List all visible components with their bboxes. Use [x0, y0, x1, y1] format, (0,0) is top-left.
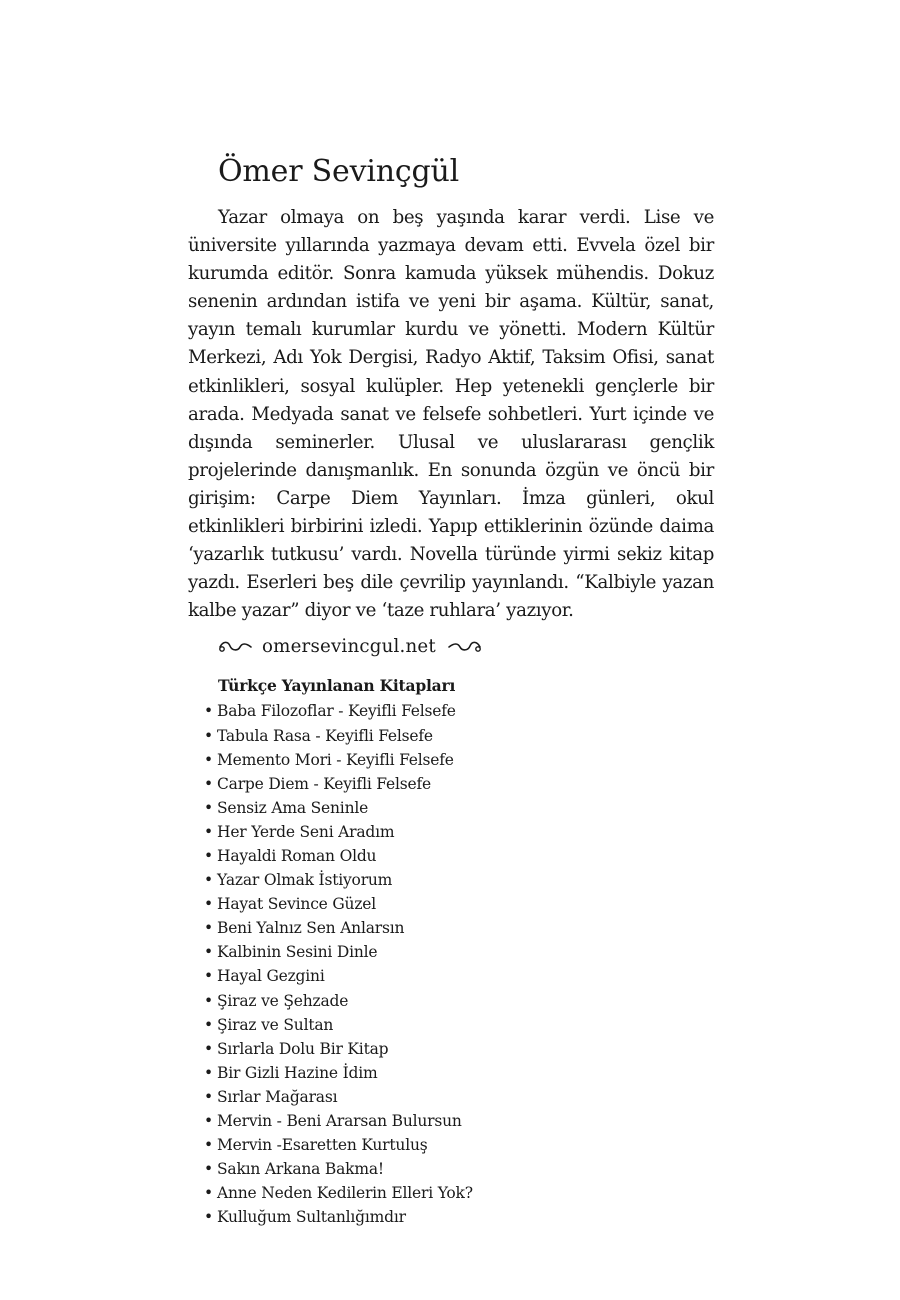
website-line	[218, 633, 714, 661]
book-title: Şiraz ve Şehzade	[217, 991, 349, 1010]
book-title: Mervin -Esaretten Kurtuluş	[217, 1136, 428, 1155]
bullet: •	[204, 726, 213, 745]
book-title: Sensiz Ama Seninle	[217, 798, 369, 817]
list-item	[204, 820, 714, 844]
book-title: Şiraz ve Sultan	[217, 1015, 334, 1034]
website-link[interactable]: omersevincgul.net	[262, 636, 436, 658]
author-page	[188, 150, 714, 1229]
bullet: •	[204, 774, 213, 793]
list-item	[204, 844, 714, 868]
list-item	[204, 1133, 714, 1157]
bullet: •	[204, 1039, 213, 1058]
bullet: •	[204, 1160, 213, 1179]
author-name: Ömer Sevinçgül	[218, 154, 459, 189]
list-item	[204, 989, 714, 1013]
bullet: •	[204, 919, 213, 938]
list-item	[204, 916, 714, 940]
book-title: Mervin - Beni Ararsan Bulursun	[217, 1112, 462, 1130]
flourish-icon	[446, 640, 482, 654]
books-heading: Türkçe Yayınlanan Kitapları	[218, 676, 456, 696]
book-title: Beni Yalnız Sen Anlarsın	[217, 919, 405, 938]
bullet: •	[204, 846, 213, 865]
bullet: •	[204, 1208, 213, 1227]
book-title: Yazar Olmak İstiyorum	[217, 871, 393, 890]
list-item	[204, 940, 714, 964]
book-title: Baba Filozoflar - Keyifli Felsefe	[217, 702, 456, 721]
book-title: Her Yerde Seni Aradım	[217, 822, 395, 841]
book-title: Carpe Diem - Keyifli Felsefe	[217, 774, 431, 793]
book-title: Anne Neden Kedilerin Elleri Yok?	[217, 1184, 473, 1203]
bullet: •	[204, 1063, 213, 1082]
list-item	[204, 1205, 714, 1229]
book-list	[204, 699, 714, 1229]
bullet: •	[204, 702, 213, 721]
bullet: •	[204, 967, 213, 986]
book-title: Kalbinin Sesini Dinle	[217, 943, 378, 962]
list-item	[204, 1037, 714, 1061]
list-item	[204, 964, 714, 988]
bullet: •	[204, 798, 213, 817]
book-title: Sırlar Mağarası	[217, 1087, 338, 1106]
flourish-icon	[218, 640, 254, 654]
book-title: Memento Mori - Keyifli Felsefe	[217, 750, 454, 769]
list-item	[204, 724, 714, 748]
book-title: Tabula Rasa - Keyifli Felsefe	[217, 726, 433, 745]
bullet: •	[204, 871, 213, 890]
book-title: Sakın Arkana Bakma!	[217, 1160, 384, 1179]
list-item	[204, 1013, 714, 1037]
list-item	[204, 1157, 714, 1181]
bullet: •	[204, 943, 213, 962]
list-item	[204, 892, 714, 916]
book-title: Kulluğum Sultanlığımdır	[217, 1208, 406, 1227]
list-item	[204, 868, 714, 892]
book-title: Bir Gizli Hazine İdim	[217, 1063, 378, 1082]
bullet: •	[204, 750, 213, 769]
book-title: Hayal Gezgini	[217, 967, 325, 986]
list-item	[204, 699, 714, 723]
list-item	[204, 772, 714, 796]
bullet: •	[204, 1184, 213, 1203]
list-item	[204, 1085, 714, 1109]
bullet: •	[204, 1087, 213, 1106]
book-title: Hayaldi Roman Oldu	[217, 846, 377, 865]
list-item	[204, 748, 714, 772]
list-item	[204, 1181, 714, 1205]
bullet: •	[204, 991, 213, 1010]
list-item	[204, 1061, 714, 1085]
book-title: Hayat Sevince Güzel	[217, 895, 377, 914]
bullet: •	[204, 895, 213, 914]
author-biography: Yazar olmaya on beş yaşında karar verdi. Lise ve üniversite yıllarında yazmaya devam etti. Evvela özel bir kurumda editör. Sonra kamuda yüksek mühendis. Dokuz senenin ardından istifa ve yeni bir aşama. Kültür, sanat, yayın temalı kurumlar kurdu ve yönetti. Modern Kültür Merkezi, Adı Yok Dergisi, Radyo Aktif, Taksim Ofisi, sanat etkinlikleri, sosyal kulüpler. Hep yetenekli gençlerle bir arada. Medyada sanat ve felsefe sohbetleri. Yurt içinde ve dışında seminerler. Ulusal ve uluslararası gençlik projelerinde danışmanlık. En sonunda özgün ve öncü bir girişim: Carpe Diem Yayınları. İmza günleri, okul etkinlikleri birbirini izledi. Yapıp ettiklerinin özünde daima ‘yazarlık tutkusu’ vardı. Novella türünde yirmi sekiz kitap yazdı. Eserleri beş dile çevrilip yayınlandı. “Kalbiyle yazan kalbe yazar” diyor ve ‘taze ruhlara’ yazıyor.	[188, 207, 714, 622]
list-item	[204, 796, 714, 820]
bullet: •	[204, 1112, 213, 1130]
bullet: •	[204, 1136, 213, 1155]
bullet: •	[204, 1015, 213, 1034]
book-title: Sırlarla Dolu Bir Kitap	[217, 1039, 389, 1058]
bullet: •	[204, 822, 213, 841]
list-item	[204, 1109, 714, 1133]
books-section	[188, 675, 714, 1229]
